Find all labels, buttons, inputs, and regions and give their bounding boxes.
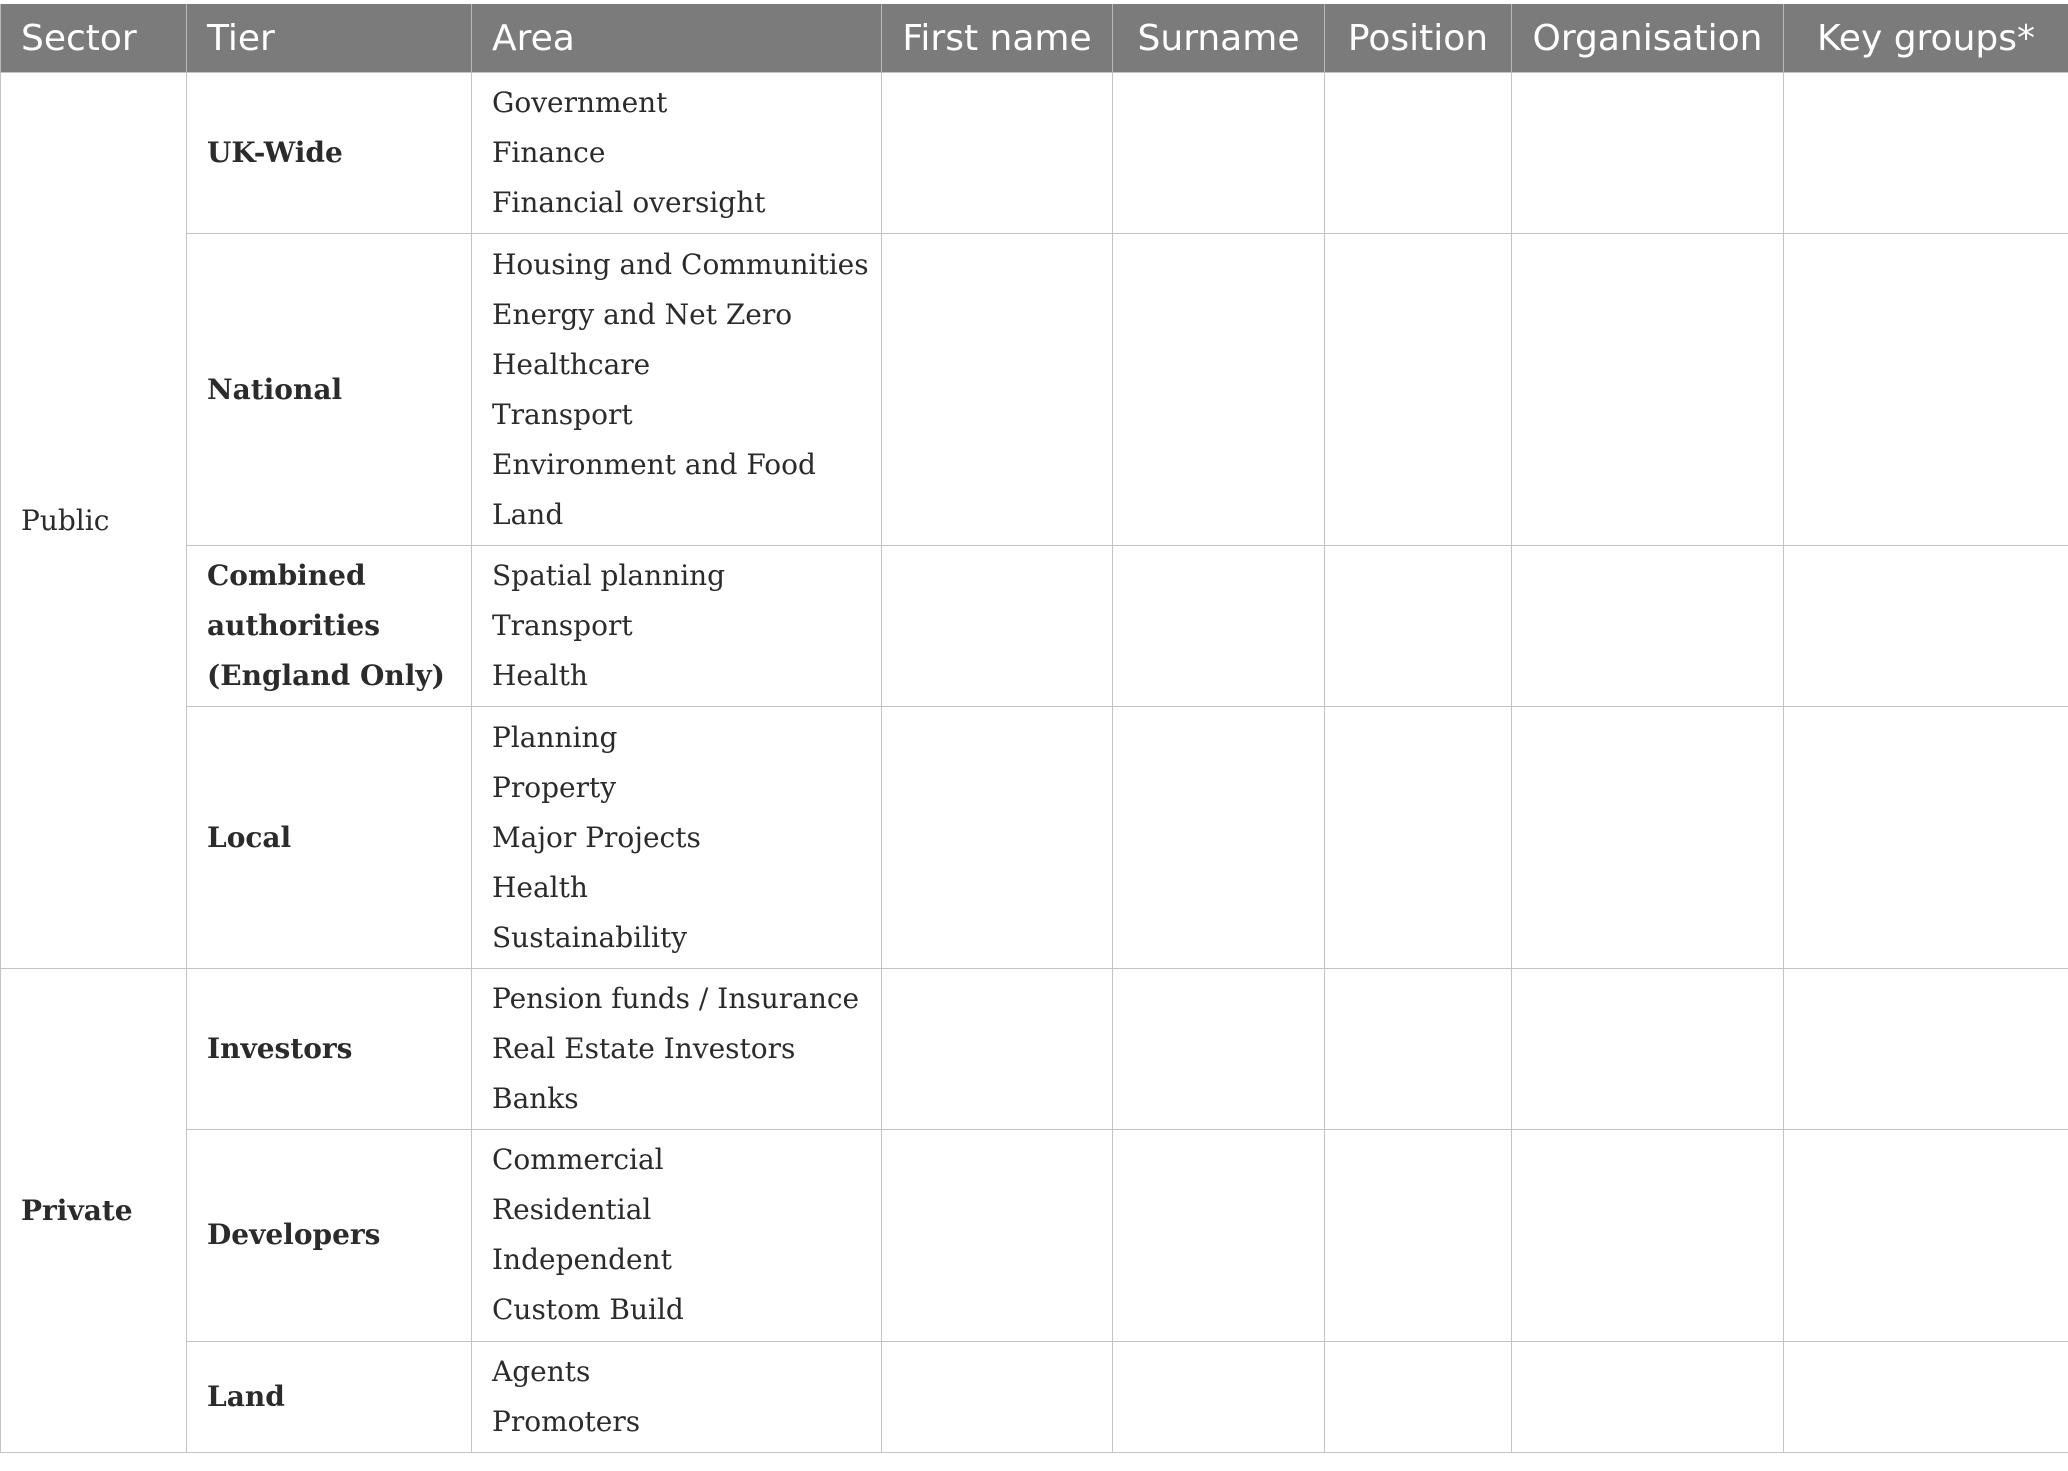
tier-name-line: Combined [207,559,366,593]
key-groups-cell [1784,1130,2068,1341]
area-list [492,1347,861,1447]
first-name-cell [882,707,1113,969]
organisation-cell [1512,707,1784,969]
area-item: Transport [492,609,633,643]
tier-cell: Land [187,1341,472,1452]
header-tier: Tier [187,4,472,73]
area-item: Commercial [492,1143,664,1177]
area-cell [472,1341,882,1452]
area-list [492,1135,861,1335]
position-cell [1325,1130,1512,1341]
surname-cell [1113,707,1325,969]
area-item: Transport [492,397,633,431]
header-sector: Sector [1,4,187,73]
header-row [1,4,2068,73]
area-item: Real Estate Investors [492,1032,796,1066]
position-cell [1325,1341,1512,1452]
area-item: Residential [492,1193,652,1227]
area-item: Property [492,770,617,804]
surname-cell [1113,968,1325,1129]
header-position: Position [1325,4,1512,73]
area-item: Independent [492,1243,672,1277]
header-first-name: First name [882,4,1113,73]
area-cell [472,73,882,234]
tier-name-line: authorities [207,609,381,643]
key-groups-cell [1784,1341,2068,1452]
header-area: Area [472,4,882,73]
first-name-cell [882,1341,1113,1452]
area-cell [472,707,882,969]
area-item: Housing and Communities [492,247,869,281]
area-item: Government [492,86,668,120]
tier-cell: Investors [187,968,472,1129]
first-name-cell [882,546,1113,707]
area-item: Promoters [492,1404,641,1438]
header-key-groups: Key groups* [1784,4,2068,73]
table-row [1,1130,2068,1341]
surname-cell [1113,1341,1325,1452]
surname-cell [1113,73,1325,234]
tier-cell [187,546,472,707]
area-cell [472,234,882,546]
surname-cell [1113,1130,1325,1341]
area-item: Health [492,659,588,693]
key-groups-cell [1784,73,2068,234]
area-item: Agents [492,1354,591,1388]
area-list [492,713,861,963]
area-item: Spatial planning [492,559,726,593]
position-cell [1325,73,1512,234]
area-cell [472,1130,882,1341]
area-list [492,551,861,701]
table-row [1,234,2068,546]
position-cell [1325,968,1512,1129]
table-row [1,73,2068,234]
area-item: Sustainability [492,920,688,954]
table-row [1,1341,2068,1452]
header-surname: Surname [1113,4,1325,73]
position-cell [1325,234,1512,546]
area-item: Custom Build [492,1293,684,1327]
tier-name-line: (England Only) [207,659,445,693]
area-item: Healthcare [492,347,651,381]
tier-cell: National [187,234,472,546]
stakeholder-table [0,4,2068,1453]
organisation-cell [1512,1341,1784,1452]
sector-cell: Public [1,73,187,969]
area-item: Financial oversight [492,186,766,220]
area-list [492,240,869,540]
area-item: Finance [492,136,606,170]
area-item: Banks [492,1082,579,1116]
organisation-cell [1512,968,1784,1129]
area-list [492,974,861,1124]
key-groups-cell [1784,234,2068,546]
area-item: Environment and Food [492,447,816,481]
key-groups-cell [1784,968,2068,1129]
table-body [1,73,2068,1453]
area-item: Land [492,497,564,531]
area-cell [472,546,882,707]
tier-cell: UK-Wide [187,73,472,234]
position-cell [1325,707,1512,969]
area-item: Major Projects [492,820,701,854]
table-row [1,546,2068,707]
area-item: Pension funds / Insurance [492,982,860,1016]
organisation-cell [1512,234,1784,546]
position-cell [1325,546,1512,707]
area-item: Health [492,870,588,904]
first-name-cell [882,234,1113,546]
organisation-cell [1512,73,1784,234]
tier-cell: Developers [187,1130,472,1341]
organisation-cell [1512,546,1784,707]
table-row [1,707,2068,969]
key-groups-cell [1784,546,2068,707]
first-name-cell [882,73,1113,234]
area-cell [472,968,882,1129]
surname-cell [1113,234,1325,546]
sector-cell: Private [1,968,187,1452]
tier-cell: Local [187,707,472,969]
first-name-cell [882,968,1113,1129]
first-name-cell [882,1130,1113,1341]
header-organisation: Organisation [1512,4,1784,73]
area-list [492,78,861,228]
area-item: Energy and Net Zero [492,297,793,331]
key-groups-cell [1784,707,2068,969]
table-row [1,968,2068,1129]
organisation-cell [1512,1130,1784,1341]
surname-cell [1113,546,1325,707]
area-item: Planning [492,720,618,754]
